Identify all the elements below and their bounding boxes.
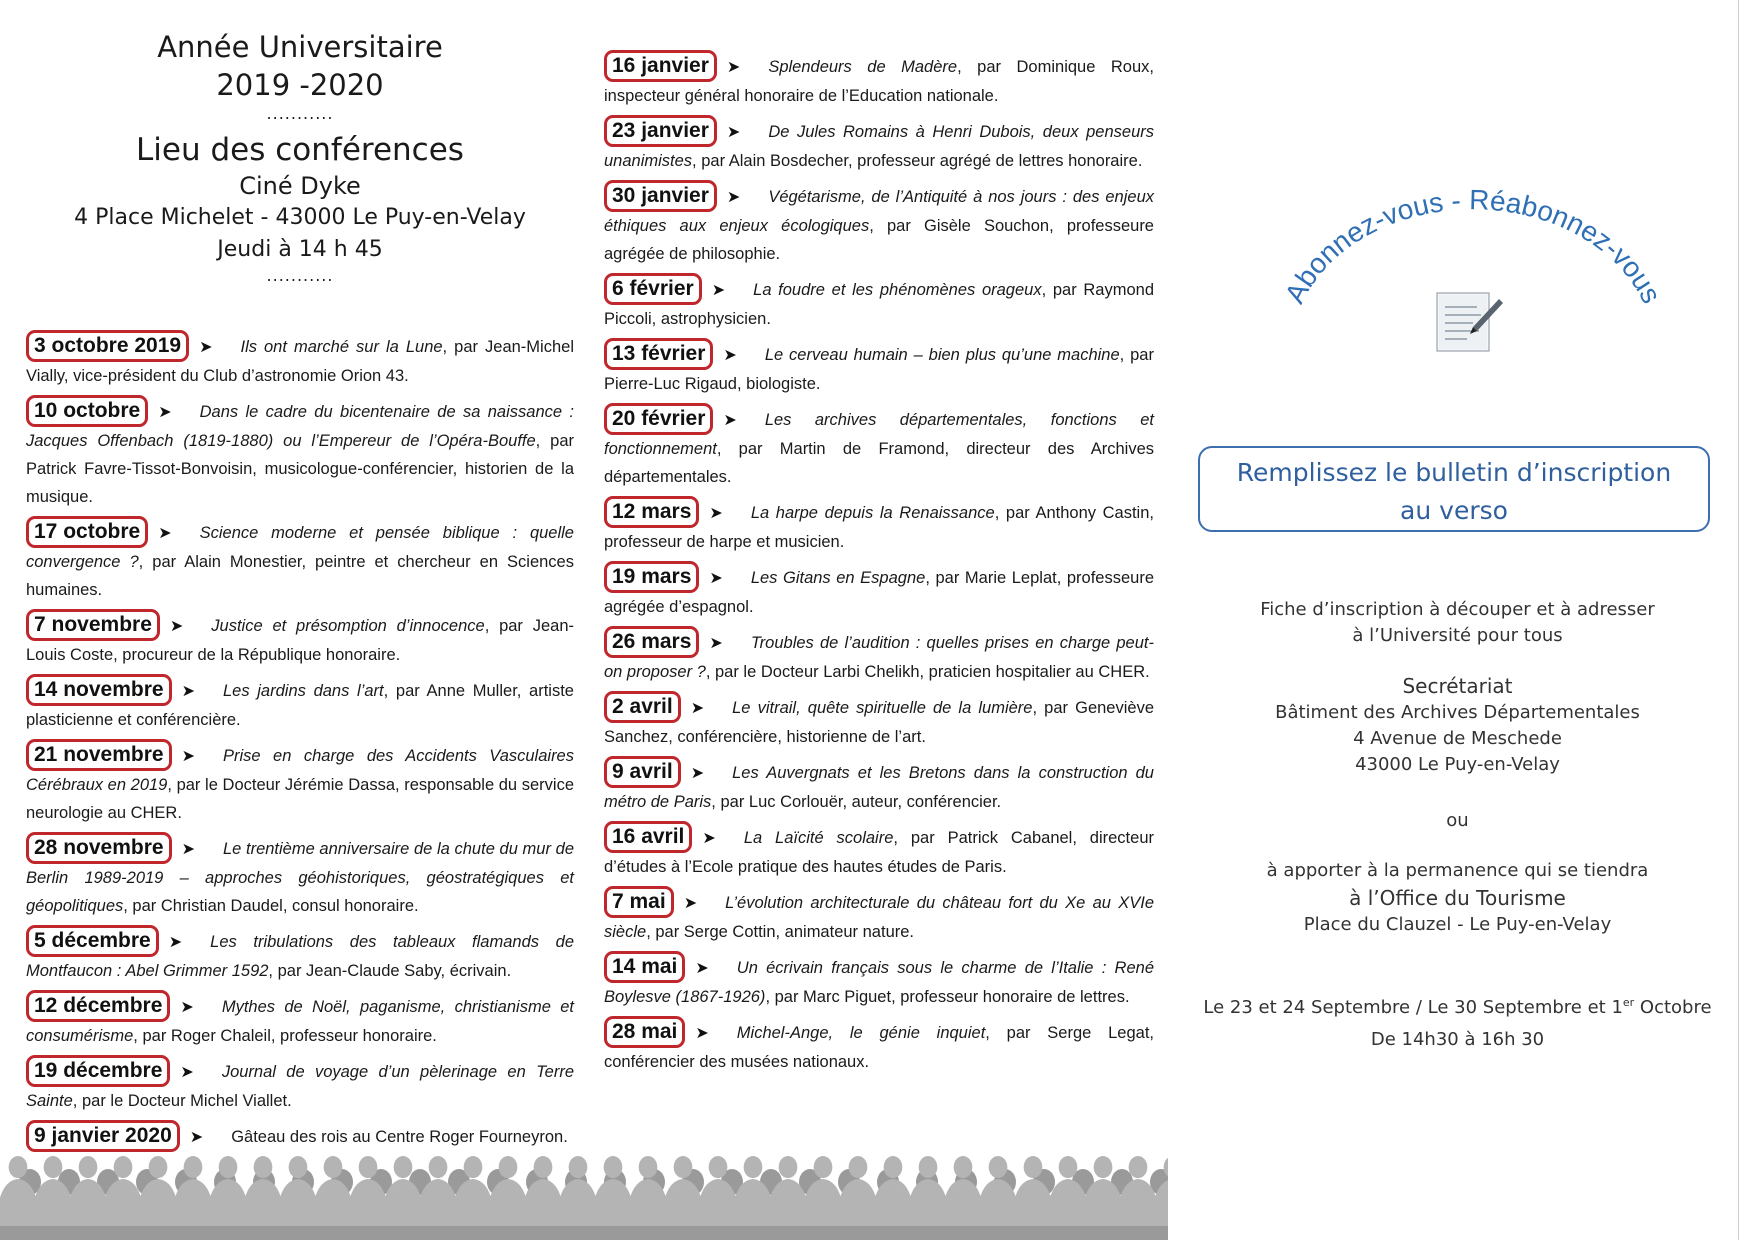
audience-head [219,1156,238,1178]
header-venue-title: Lieu des conférences [136,132,464,168]
permanence-dates-line [1180,990,1735,1021]
form-pen-icon [1437,293,1503,351]
conference-date: 12 décembre [26,990,170,1022]
conference-speaker: , par le Docteur Jérémie Dassa, responsable du service neurologie au CHER. [26,776,574,822]
conference-entry [604,626,1154,686]
conference-title: Michel-Ange, le génie inquiet [736,1024,986,1042]
audience-head [254,1156,273,1178]
arrow-icon: ➤ [709,635,723,652]
arrow-icon: ➤ [690,700,705,717]
audience-head [429,1156,448,1178]
permanence-dates [1180,990,1735,1053]
registration-info [1180,597,1735,649]
dates-text-b: Octobre [1634,997,1712,1018]
audience-silhouette [0,1140,1168,1240]
arrow-icon: ➤ [695,1025,709,1042]
conference-title: Le vitrail, quête spirituelle de la lumière [732,699,1033,717]
conference-date: 9 avril [604,756,681,788]
conference-title: Prise en charge des Accidents Vasculaires Cérébraux en 2019 [26,747,574,794]
conference-date: 20 février [604,403,713,435]
conference-speaker: , par Christian Daudel, consul honoraire. [123,897,419,915]
audience-head [1024,1156,1043,1178]
audience-head [534,1156,553,1178]
conference-entry [26,832,574,920]
conference-title: Un écrivain français sous le charme de l’Italie : René Boylesve (1867-1926) [604,959,1154,1006]
audience-head [814,1156,833,1178]
conference-title: Les Auvergnats et les Bretons dans la construction du métro de Paris [604,764,1154,811]
conference-date: 16 avril [604,821,692,853]
conference-speaker: , par Jean-Louis Coste, procureur de la République honoraire. [26,617,574,664]
arrow-icon: ➤ [726,189,741,206]
conference-date: 16 janvier [604,50,717,82]
conference-date: 9 janvier 2020 [26,1120,180,1152]
header-venue-time: Jeudi à 14 h 45 [217,237,383,262]
conference-date: 7 novembre [26,609,160,641]
conference-entry [26,395,574,511]
header-separator-2: ........... [266,266,334,285]
audience-head [744,1156,763,1178]
or-separator [1180,808,1735,834]
arrow-icon: ➤ [711,282,726,299]
conference-speaker: , par Martin de Framond, directeur des Archives départementales. [604,440,1154,486]
conference-title: Les archives départementales, fonctions et fonctionnement [604,411,1154,458]
apporter-text: à apporter à la permanence qui se tiendra [1266,860,1649,881]
conference-speaker: , par Gisèle Souchon, professeure agrégée de philosophie. [604,217,1154,263]
conference-speaker: , par Marie Leplat, professeure agrégée d’espagnol. [604,569,1154,616]
audience-head [954,1156,973,1178]
conference-title: La harpe depuis la Renaissance [750,504,995,522]
conference-entry [604,886,1154,946]
page-edge-line [1738,0,1739,1240]
audience-head [919,1156,938,1178]
conference-date: 13 février [604,338,713,370]
audience-head [884,1156,903,1178]
conference-title: Les tribulations des tableaux flamands de Montfaucon : Abel Grimmer 1592 [26,933,574,980]
conference-date: 17 octobre [26,516,148,548]
conference-entry [604,115,1154,175]
conference-date: 14 novembre [26,674,172,706]
audience-head [289,1156,308,1178]
arrow-icon: ➤ [158,525,172,542]
conference-speaker: , par Jean-Claude Saby, écrivain. [268,962,512,980]
conference-date: 14 mai [604,951,685,983]
dates-text-a: Le 23 et 24 Septembre / Le 30 Septembre et 1 [1203,997,1623,1018]
arrow-icon: ➤ [189,1129,204,1146]
audience-head [394,1156,413,1178]
conference-speaker: , par Alain Monestier, peintre et chercheur en Sciences humaines. [26,553,574,599]
conference-speaker: , par Patrick Favre-Tissot-Bonvoisin, musicologue-conférencier, historien de la musique. [26,432,574,506]
arrow-icon: ➤ [683,895,698,912]
header-year: 2019 -2020 [216,68,384,102]
audience-head [1094,1156,1113,1178]
arrow-icon: ➤ [181,683,195,700]
audience-head [359,1156,378,1178]
audience-head [9,1156,28,1178]
conference-entry [604,273,1154,333]
conference-title: Ils ont marché sur la Lune [240,338,443,356]
permanence-hours: De 14h30 à 16h 30 [1370,1029,1545,1050]
audience-head [569,1156,588,1178]
conference-entry [604,691,1154,751]
conference-entry [26,516,574,604]
subscribe-slogan-text: Abonnez-vous - Réabonnez-vous [1278,185,1668,309]
conference-date: 3 octobre 2019 [26,330,189,362]
conference-title: L’évolution architecturale du château fort du Xe au XVIe siècle [604,894,1154,941]
conference-date: 2 avril [604,691,681,723]
conference-title: Mythes de Noël, paganisme, christianisme et consumérisme [26,998,574,1045]
conference-title: La foudre et les phénomènes orageux [753,281,1042,299]
arrow-icon: ➤ [168,934,183,951]
conference-entry [604,338,1154,398]
or-text: ou [1446,810,1469,831]
arrow-icon: ➤ [181,841,195,858]
arrow-icon: ➤ [709,570,723,587]
conference-date: 7 mai [604,886,674,918]
fiche-line-2: à l’Université pour tous [1352,625,1563,646]
conference-date: 21 novembre [26,739,172,771]
conference-title: Végétarisme, de l’Antiquité à nos jours : des enjeux éthiques aux enjeux écologiques [604,188,1154,235]
conference-speaker: , par Jean-Michel Vially, vice-président du Club d’astronomie Orion 43. [26,338,574,385]
conference-entry [26,1055,574,1115]
conference-date: 23 janvier [604,115,717,147]
audience-head [779,1156,798,1178]
conference-date: 10 octobre [26,395,148,427]
conference-title: Dans le cadre du bicentenaire de sa naissance : Jacques Offenbach (1819-1880) ou l’Empereur de l’Opéra-Bouffe [26,403,574,450]
arrow-icon: ➤ [723,347,737,364]
conference-date: 28 mai [604,1016,685,1048]
header-venue-name: Ciné Dyke [239,172,361,200]
conference-speaker: , par Dominique Roux, inspecteur général honoraire de l’Education nationale. [604,58,1154,105]
conference-title: Splendeurs de Madère [768,58,958,76]
arrow-icon: ➤ [199,339,213,356]
audience-head [604,1156,623,1178]
audience-head [674,1156,693,1178]
conference-speaker: , par Luc Corlouër, auteur, conférencier. [711,793,1002,811]
arrow-icon: ➤ [723,412,737,429]
conference-speaker: , par le Docteur Michel Viallet. [72,1092,292,1110]
conference-speaker: , par Marc Piguet, professeur honoraire de lettres. [765,988,1130,1006]
conference-speaker: , par Anthony Castin, professeur de harpe et musicien. [604,504,1154,551]
arrow-icon: ➤ [158,404,172,421]
bulletin-line-2: au verso [1400,496,1508,525]
arrow-icon: ➤ [169,618,184,635]
arrow-icon: ➤ [726,59,741,76]
conference-title: La Laïcité scolaire [743,829,894,847]
header-venue-address: 4 Place Michelet - 43000 Le Puy-en-Velay [74,205,526,230]
audience-head [499,1156,518,1178]
arrow-icon: ➤ [702,830,716,847]
bulletin-callout [1198,446,1710,532]
conference-list-right [604,50,1154,1081]
arrow-icon: ➤ [181,748,195,765]
office-name: à l’Office du Tourisme [1349,886,1566,910]
conference-title: Justice et présomption d’innocence [211,617,485,635]
conference-title: Journal de voyage d’un pèlerinage en Terre Sainte [26,1063,574,1110]
audience-head [44,1156,63,1178]
fiche-line-1: Fiche d’inscription à découper et à adresser [1260,599,1655,620]
conference-speaker: , par Geneviève Sanchez, conférencière, historienne de l’art. [604,699,1155,746]
arrow-icon: ➤ [180,1064,194,1081]
conference-title: De Jules Romains à Henri Dubois, deux penseurs unanimistes [604,123,1154,170]
conference-list-left [26,330,574,1157]
audience-head [639,1156,658,1178]
conference-speaker: , par le Docteur Larbi Chelikh, praticien hospitalier au CHER. [705,663,1150,681]
conference-speaker: , par Raymond Piccoli, astrophysicien. [604,281,1154,328]
arrow-icon: ➤ [695,960,709,977]
conference-speaker: Gâteau des rois au Centre Roger Fourneyron. [231,1128,568,1146]
conference-speaker: , par Anne Muller, artiste plasticienne et conférencière. [26,682,574,729]
program-header [30,28,570,292]
audience-head [324,1156,343,1178]
conference-entry [604,756,1154,816]
conference-speaker: , par Pierre-Luc Rigaud, biologiste. [604,346,1154,393]
conference-speaker: , par Patrick Cabanel, directeur d’études à l’Ecole pratique des hautes études de Paris. [604,829,1154,876]
conference-date: 30 janvier [604,180,717,212]
secretariat-title: Secrétariat [1402,674,1513,698]
conference-entry [26,609,574,669]
header-year-label: Année Universitaire [157,30,443,64]
conference-date: 12 mars [604,496,699,528]
arrow-icon: ➤ [726,124,741,141]
conference-title: Les jardins dans l’art [222,682,384,700]
conference-entry [26,990,574,1050]
conference-date: 28 novembre [26,832,172,864]
conference-title: Troubles de l’audition : quelles prises en charge peut-on proposer ? [604,634,1154,681]
conference-entry [26,739,574,827]
subscribe-slogan [1262,185,1682,365]
conference-entry [26,925,574,985]
secretariat-address-3: 43000 Le Puy-en-Velay [1355,754,1560,775]
audience-head [1059,1156,1078,1178]
secretariat-address-2: 4 Avenue de Meschede [1353,728,1562,749]
conference-speaker: , par Roger Chaleil, professeur honoraire. [133,1027,437,1045]
conference-speaker: , par Serge Cottin, animateur nature. [646,923,914,941]
conference-date: 19 décembre [26,1055,170,1087]
audience-head [1129,1156,1148,1178]
audience-head [989,1156,1008,1178]
conference-date: 19 mars [604,561,699,593]
conference-entry [26,330,574,390]
audience-head [849,1156,868,1178]
header-separator: ........... [266,104,334,123]
conference-speaker: , par Serge Legat, conférencier des musées nationaux. [604,1024,1154,1071]
conference-title: Les Gitans en Espagne [750,569,926,587]
secretariat-block [1180,672,1735,778]
conference-entry [604,496,1154,556]
conference-date: 5 décembre [26,925,159,957]
audience-head [149,1156,168,1178]
conference-title: Science moderne et pensée biblique : quelle convergence ? [26,524,574,571]
audience-head [709,1156,728,1178]
audience-head [184,1156,203,1178]
conference-entry [26,674,574,734]
audience-head [79,1156,98,1178]
conference-speaker: , par Alain Bosdecher, professeur agrégé de lettres honoraire. [692,152,1143,170]
conference-date: 6 février [604,273,702,305]
office-address: Place du Clauzel - Le Puy-en-Velay [1303,914,1612,935]
arrow-icon: ➤ [180,999,194,1016]
conference-entry [604,951,1154,1011]
conference-entry [604,180,1154,268]
conference-title: Le cerveau humain – bien plus qu’une machine [764,346,1120,364]
arrow-icon: ➤ [709,505,723,522]
audience-head [114,1156,133,1178]
office-block [1180,858,1735,938]
conference-entry [604,403,1154,491]
conference-entry [604,50,1154,110]
audience-head [464,1156,483,1178]
arrow-icon: ➤ [690,765,705,782]
conference-date: 26 mars [604,626,699,658]
conference-entry [604,1016,1154,1076]
bulletin-line-1: Remplissez le bulletin d’inscription [1236,458,1672,487]
conference-entry [604,821,1154,881]
dates-superscript: er [1622,996,1635,1009]
conference-title: Le trentième anniversaire de la chute du mur de Berlin 1989-2019 – approches géohistoriques, géostratégiques et géopolitiques [26,840,574,915]
secretariat-address-1: Bâtiment des Archives Départementales [1275,702,1640,723]
conference-entry [604,561,1154,621]
